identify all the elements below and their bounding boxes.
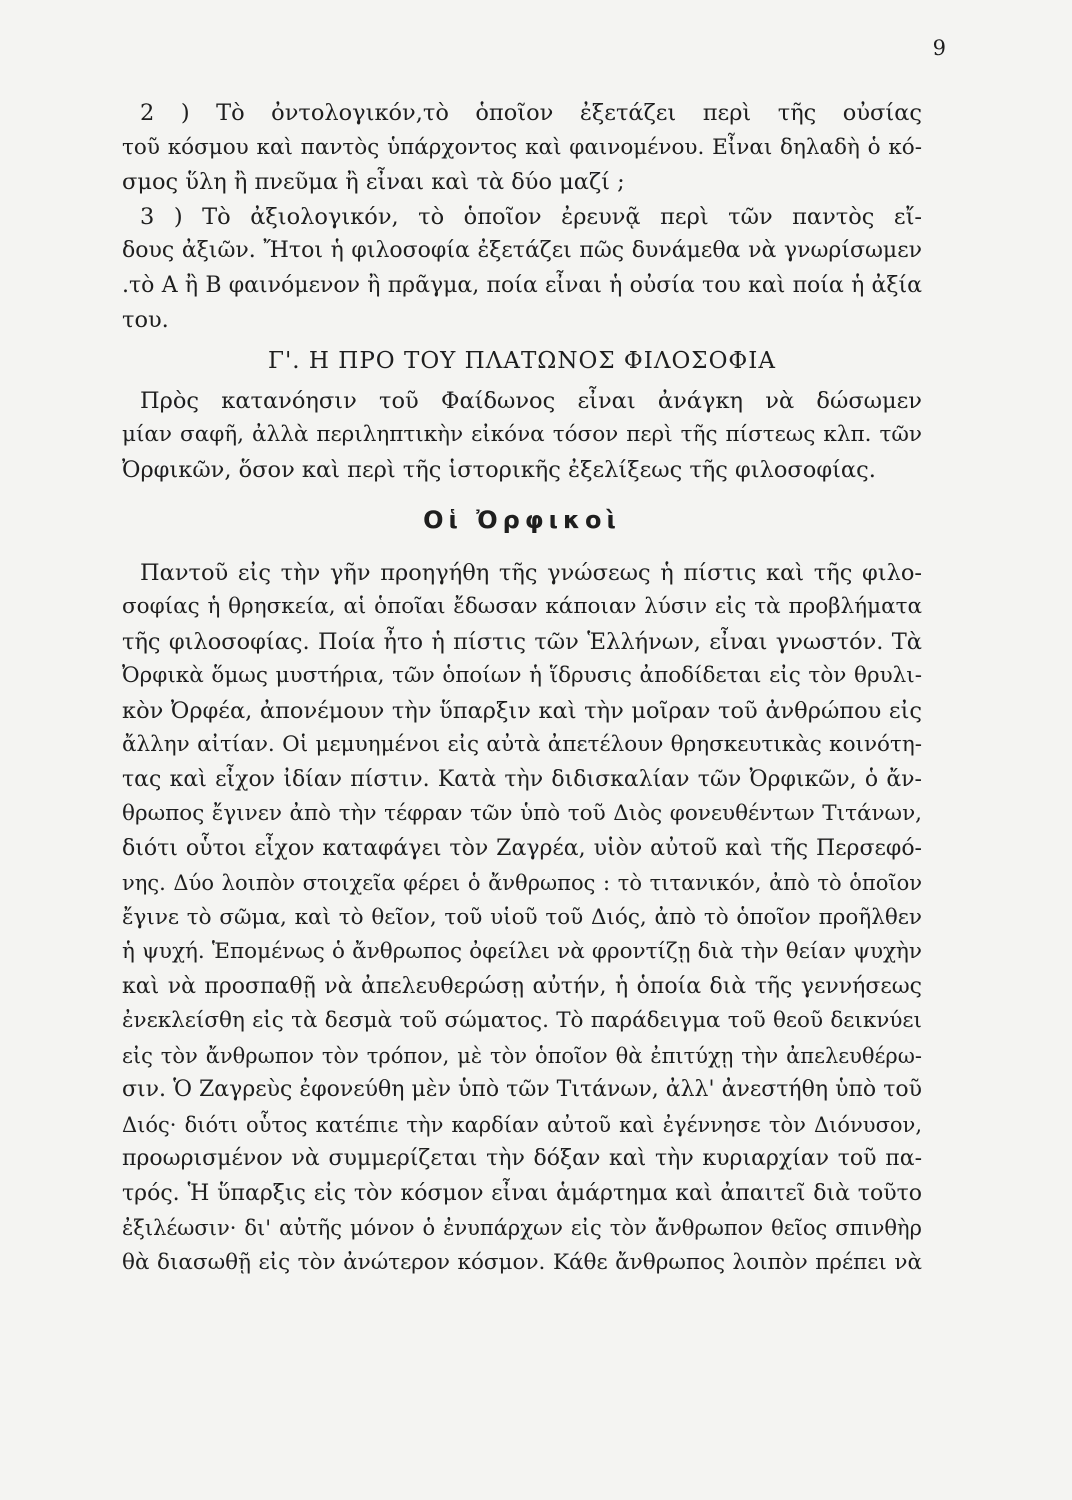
text-line: ἔγινε τὸ σῶμα, καὶ τὸ θεῖον, τοῦ υἱοῦ τοῦ Διός, ἀπὸ τὸ ὁποῖον προῆλθεν: [122, 904, 922, 930]
section-orphics: [122, 556, 922, 1281]
text-line: 3 ) Τὸ ἀξιολογικόν, τὸ ὁποῖον ἐρευνᾷ περὶ τῶν παντὸς εἴ-: [140, 203, 922, 230]
text-line: Ὀρφικῶν, ὅσον καὶ περὶ τῆς ἱστορικῆς ἐξελίξεως τῆς φιλοσοφίας.: [122, 456, 876, 483]
text-line: θὰ διασωθῇ εἰς τὸν ἀνώτερον κόσμον. Κάθε ἄνθρωπος λοιπὸν πρέπει νὰ: [122, 1249, 922, 1275]
text-line: του.: [122, 307, 169, 333]
text-line: .τὸ Α ἢ Β φαινόμενον ἢ πρᾶγμα, ποία εἶναι ἡ οὐσία του καὶ ποία ἡ ἀξία: [122, 272, 922, 298]
text-line: τρός. Ἡ ὕπαρξις εἰς τὸν κόσμον εἶναι ἁμάρτημα καὶ ἀπαιτεῖ διὰ τοῦτο: [122, 1180, 922, 1206]
text-line: Παντοῦ εἰς τὴν γῆν προηγήθη τῆς γνώσεως ἡ πίστις καὶ τῆς φιλο-: [140, 559, 922, 586]
text-line: 2 ) Τὸ ὀντολογικόν,τὸ ὁποῖον ἐξετάζει περὶ τῆς οὐσίας: [140, 100, 922, 126]
body-text: [122, 96, 922, 1280]
text-line: κὸν Ὀρφέα, ἀπονέμουν τὴν ὕπαρξιν καὶ τὴν μοῖραν τοῦ ἀνθρώπου εἰς: [122, 697, 922, 724]
text-line: θρωπος ἔγινεν ἀπὸ τὴν τέφραν τῶν ὑπὸ τοῦ Διὸς φονευθέντων Τιτάνων,: [122, 801, 922, 826]
text-line: Πρὸς κατανόησιν τοῦ Φαίδωνος εἶναι ἀνάγκη νὰ δώσωμεν: [140, 387, 922, 414]
text-line: νης. Δύο λοιπὸν στοιχεῖα φέρει ὁ ἄνθρωπος : τὸ τιτανικόν, ἀπὸ τὸ ὁποῖον: [122, 871, 922, 895]
text-line: σμος ὕλη ἢ πνεῦμα ἢ εἶναι καὶ τὰ δύο μαζί ;: [122, 169, 625, 195]
text-line: καὶ νὰ προσπαθῇ νὰ ἀπελευθερώσῃ αὐτήν, ἡ ὁποία διὰ τῆς γεννήσεως: [122, 973, 922, 999]
page-number: 9: [932, 36, 946, 60]
section-heading: Γ'. Η ΠΡΟ ΤΟΥ ΠΛΑΤΩΝΟΣ ΦΙΛΟΣΟΦΙΑ: [268, 347, 776, 374]
text-line: σοφίας ἡ θρησκεία, αἱ ὁποῖαι ἔδωσαν κάποιαν λύσιν εἰς τὰ προβλήματα: [122, 594, 922, 619]
section-intro: [122, 384, 922, 488]
text-line: ἄλλην αἰτίαν. Οἱ μεμυημένοι εἰς αὐτὰ ἀπετέλουν θρησκευτικὰς κοινότη-: [122, 732, 922, 757]
text-line: εἰς τὸν ἄνθρωπον τὸν τρόπον, μὲ τὸν ὁποῖον θὰ ἐπιτύχῃ τὴν ἀπελευθέρω-: [122, 1043, 922, 1068]
text-line: ἡ ψυχή. Ἑπομένως ὁ ἄνθρωπος ὀφείλει νὰ φροντίζῃ διὰ τὴν θείαν ψυχὴν: [122, 939, 922, 964]
subheading-orphics: Οἱ Ὀρφικοὶ: [423, 506, 621, 534]
text-line: Διός· διότι οὗτος κατέπιε τὴν καρδίαν αὐτοῦ καὶ ἐγέννησε τὸν Διόνυσον,: [122, 1112, 922, 1137]
section-ontology-axiology: [122, 96, 922, 338]
text-line: μίαν σαφῆ, ἀλλὰ περιληπτικὴν εἰκόνα τόσον περὶ τῆς πίστεως κλπ. τῶν: [122, 422, 922, 447]
text-line: ἐνεκλείσθη εἰς τὰ δεσμὰ τοῦ σώματος. Τὸ παράδειγμα τοῦ θεοῦ δεικνύει: [122, 1008, 922, 1033]
text-line: διότι οὗτοι εἶχον καταφάγει τὸν Ζαγρέα, υἱὸν αὐτοῦ καὶ τῆς Περσεφό-: [122, 835, 922, 861]
text-line: τῆς φιλοσοφίας. Ποία ἦτο ἡ πίστις τῶν Ἑλλήνων, εἶναι γνωστόν. Τὰ: [122, 628, 922, 655]
text-line: σιν. Ὁ Ζαγρεὺς ἐφονεύθη μὲν ὑπὸ τῶν Τιτάνων, ἀλλ' ἀνεστήθη ὑπὸ τοῦ: [122, 1077, 922, 1102]
text-line: δους ἀξιῶν. Ἤτοι ἡ φιλοσοφία ἐξετάζει πῶς δυνάμεθα νὰ γνωρίσωμεν: [122, 238, 922, 263]
text-line: ἐξιλέωσιν· δι' αὐτῆς μόνον ὁ ἐνυπάρχων εἰς τὸν ἄνθρωπον θεῖος σπινθὴρ: [122, 1216, 922, 1240]
text-line: τοῦ κόσμου καὶ παντὸς ὑπάρχοντος καὶ φαινομένου. Εἶναι δηλαδὴ ὁ κό-: [122, 134, 922, 160]
text-line: Ὀρφικὰ ὅμως μυστήρια, τῶν ὁποίων ἡ ἵδρυσις ἀποδίδεται εἰς τὸν θρυλι-: [122, 663, 922, 688]
text-line: τας καὶ εἶχον ἰδίαν πίστιν. Κατὰ τὴν διδισκαλίαν τῶν Ὀρφικῶν, ὁ ἄν-: [122, 766, 922, 792]
text-line: προωρισμένον νὰ συμμερίζεται τὴν δόξαν καὶ τὴν κυριαρχίαν τοῦ πα-: [122, 1146, 922, 1171]
